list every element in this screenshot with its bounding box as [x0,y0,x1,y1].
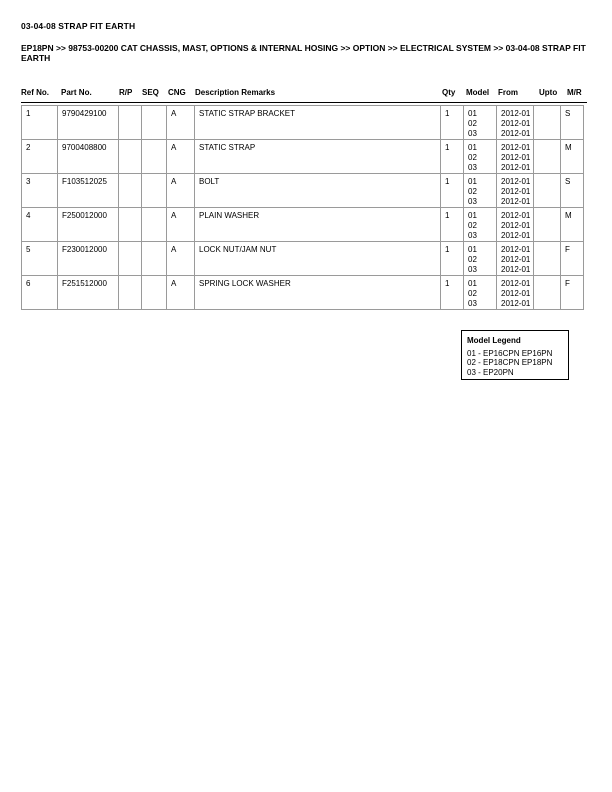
cell-from-line: 2012-01 [501,129,531,138]
cell-model-line: 01 [468,279,477,288]
model-legend-item: 03 - EP20PN [467,367,514,377]
header-mr: M/R [567,88,582,97]
cell-model [464,174,497,208]
header-from: From [498,88,518,97]
header-ref-no: Ref No. [21,88,49,97]
cell-from-line: 2012-01 [501,299,531,308]
cell-from [497,208,534,242]
cell-from-line: 2012-01 [501,221,531,230]
cell-model-line: 03 [468,299,477,308]
parts-table [21,105,584,310]
cell-from [497,106,534,140]
cell-model-line: 03 [468,129,477,138]
cell-cng: A [167,140,195,174]
cell-cng: A [167,208,195,242]
cell-from-line: 2012-01 [501,211,531,220]
header-part-no: Part No. [61,88,92,97]
cell-mr: M [561,140,584,174]
cell-rp [119,208,142,242]
cell-from-line: 2012-01 [501,187,531,196]
cell-from-line: 2012-01 [501,119,531,128]
cell-qty: 1 [441,140,464,174]
cell-from-line: 2012-01 [501,231,531,240]
cell-model-line: 02 [468,187,477,196]
header-model: Model [466,88,490,97]
table-row [22,276,584,310]
parts-table-body [22,106,584,310]
cell-model-line: 02 [468,153,477,162]
cell-from-line: 2012-01 [501,197,531,206]
cell-rp [119,174,142,208]
cell-part-no: F103512025 [58,174,119,208]
cell-from-line: 2012-01 [501,163,531,172]
cell-ref-no: 6 [22,276,58,310]
cell-from-line: 2012-01 [501,265,531,274]
cell-part-no: F230012000 [58,242,119,276]
cell-rp [119,140,142,174]
cell-model [464,242,497,276]
cell-description: SPRING LOCK WASHER [195,276,441,310]
cell-seq [142,242,167,276]
cell-part-no: 9700408800 [58,140,119,174]
cell-from [497,276,534,310]
cell-seq [142,140,167,174]
cell-upto [534,174,561,208]
header-divider [21,102,587,103]
cell-model-line: 01 [468,177,477,186]
model-legend-title: Model Legend [467,336,521,345]
cell-description: PLAIN WASHER [195,208,441,242]
model-legend-item: 02 - EP18CPN EP18PN [467,358,553,367]
cell-qty: 1 [441,106,464,140]
cell-model [464,106,497,140]
model-legend-item: 01 - EP16CPN EP16PN [467,348,553,358]
cell-description: LOCK NUT/JAM NUT [195,242,441,276]
cell-model-line: 03 [468,265,477,274]
cell-part-no: 9790429100 [58,106,119,140]
cell-part-no: F251512000 [58,276,119,310]
header-rp: R/P [119,88,133,97]
cell-seq [142,174,167,208]
cell-from-line: 2012-01 [501,177,531,186]
cell-from [497,242,534,276]
cell-cng: A [167,276,195,310]
cell-cng: A [167,106,195,140]
cell-model-line: 01 [468,211,477,220]
cell-from-line: 2012-01 [501,143,531,152]
cell-qty: 1 [441,174,464,208]
cell-mr: S [561,106,584,140]
cell-model [464,276,497,310]
cell-rp [119,106,142,140]
cell-upto [534,276,561,310]
cell-from [497,140,534,174]
cell-qty: 1 [441,242,464,276]
cell-cng: A [167,174,195,208]
table-row [22,174,584,208]
header-seq: SEQ [142,88,159,97]
cell-model-line: 01 [468,245,477,254]
cell-mr: M [561,208,584,242]
cell-qty: 1 [441,276,464,310]
header-description: Description Remarks [195,88,276,97]
cell-mr: S [561,174,584,208]
page-title: 03-04-08 STRAP FIT EARTH [21,21,136,31]
cell-ref-no: 3 [22,174,58,208]
cell-ref-no: 5 [22,242,58,276]
cell-from [497,174,534,208]
cell-ref-no: 1 [22,106,58,140]
cell-upto [534,140,561,174]
cell-model-line: 02 [468,255,477,264]
cell-model-line: 01 [468,109,477,118]
table-row [22,140,584,174]
cell-qty: 1 [441,208,464,242]
cell-part-no: F250012000 [58,208,119,242]
cell-model-line: 01 [468,143,477,152]
cell-seq [142,276,167,310]
cell-from-line: 2012-01 [501,279,531,288]
header-cng: CNG [168,88,186,97]
cell-description: BOLT [195,174,441,208]
table-row [22,242,584,276]
cell-description: STATIC STRAP BRACKET [195,106,441,140]
cell-mr: F [561,276,584,310]
cell-model-line: 03 [468,197,477,206]
model-legend [461,330,569,380]
cell-from-line: 2012-01 [501,289,531,298]
cell-from-line: 2012-01 [501,255,531,264]
table-row [22,208,584,242]
cell-model-line: 03 [468,231,477,240]
cell-description: STATIC STRAP [195,140,441,174]
cell-model-line: 02 [468,289,477,298]
cell-model-line: 02 [468,119,477,128]
cell-model [464,208,497,242]
cell-upto [534,106,561,140]
cell-mr: F [561,242,584,276]
cell-upto [534,208,561,242]
cell-from-line: 2012-01 [501,109,531,118]
cell-rp [119,276,142,310]
cell-rp [119,242,142,276]
cell-seq [142,208,167,242]
cell-ref-no: 4 [22,208,58,242]
cell-upto [534,242,561,276]
cell-from-line: 2012-01 [501,153,531,162]
cell-from-line: 2012-01 [501,245,531,254]
cell-model-line: 02 [468,221,477,230]
breadcrumb: EP18PN >> 98753-00200 CAT CHASSIS, MAST, OPTIONS & INTERNAL HOSING >> OPTION >> ELECTRICAL SYSTEM >> 03-04-08 STRAP FIT EARTH [21,43,586,63]
cell-model [464,140,497,174]
header-upto: Upto [539,88,558,97]
table-row [22,106,584,140]
cell-model-line: 03 [468,163,477,172]
cell-cng: A [167,242,195,276]
cell-seq [142,106,167,140]
header-qty: Qty [442,88,456,97]
cell-ref-no: 2 [22,140,58,174]
